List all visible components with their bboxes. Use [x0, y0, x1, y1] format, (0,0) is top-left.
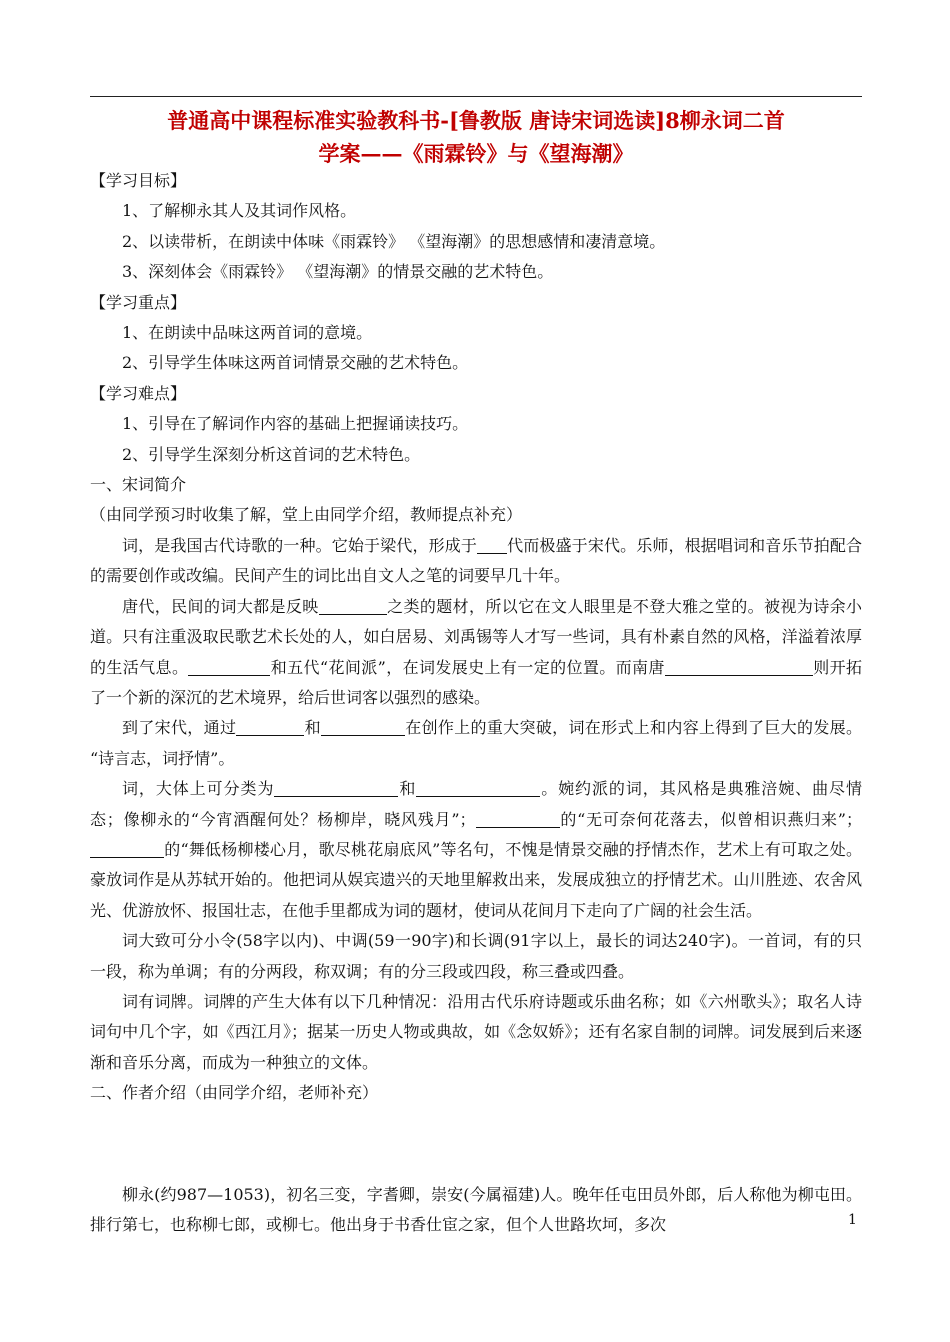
fill-blank[interactable] [477, 534, 507, 554]
section-1-note: （由同学预习时收集了解，堂上由同学介绍，教师提点补充） [90, 505, 523, 525]
difficulties-header: 【学习难点】 [90, 383, 187, 403]
difficulty-item: 2、引导学生深刻分析这首词的艺术特色。 [122, 444, 421, 464]
fill-blank[interactable] [476, 808, 560, 828]
paragraph-song-ci: 到了宋代，通过 和 在创作上的重大突破，词在形式上和内容上得到了巨大的发展。 “诗言志，词抒情”。 [90, 718, 862, 768]
page-number: 1 [848, 1212, 857, 1228]
objective-item: 3、深刻体会《雨霖铃》 《望海潮》的情景交融的艺术特色。 [122, 262, 554, 282]
paragraph-author-bio: 柳永(约987—1053)，初名三变，字耆卿，崇安(今属福建)人。晚年任屯田员外郎，后人称他为柳屯田。排行第七，也称柳七郎，或柳七。他出身于书香仕宦之家，但个人世路坎坷，多次 [90, 1184, 862, 1234]
paragraph-ci-origin: 词，是我国古代诗歌的一种。它始于梁代，形成于 代而极盛于宋代。乐师，根据唱词和音乐节拍配合的需要创作或改编。民间产生的词比出自文人之笔的词要早几十年。 [90, 535, 862, 586]
fill-blank[interactable] [319, 595, 387, 615]
title-line-1: 普通高中课程标准实验教科书-[鲁教版 唐诗宋词选读]8柳永词二首 [167, 108, 785, 133]
objective-item: 2、以读带析，在朗读中体味《雨霖铃》 《望海潮》的思想感情和凄清意境。 [122, 231, 666, 251]
section-2-heading: 二、作者介绍（由同学介绍，老师补充） [90, 1083, 379, 1103]
section-1-heading: 一、宋词简介 [90, 475, 187, 495]
paragraph-tang-ci: 唐代，民间的词大都是反映 之类的题材，所以它在文人眼里是不登大雅之堂的。被视为诗余小道。只有注重汲取民歌艺术长处的人，如白居易、刘禹锡等人才写一些词，具有朴素自然的风格，洋溢着浓厚的生活气息。 和五代“花间派”，在词发展史上有一定的位置。而南唐 则开拓了一个新的深沉的艺术境界，给后世词客以强烈的感染。 [90, 596, 862, 707]
fill-blank[interactable] [236, 716, 304, 736]
paragraph-ci-schools: 词，大体上可分类为 和 。婉约派的词，其风格是典雅涪婉、曲尽情态；像柳永的“今宵酒醒何处？杨柳岸，晓风残月”； 的“无可奈何花落去，似曾相识燕归来”；的“舞低杨柳楼心月，歌尽桃花扇底风”等名句，不愧是情景交融的抒情杰作，艺术上有可取之处。豪放词作是从苏轼开始的。他把词从娱宾遗兴的天地里解救出来，发展成独立的抒情艺术。山川胜迹、农舍风光、优游放怀、报国壮志，在他手里都成为词的题材，使词从花间月下走向了广阔的社会生活。 [90, 779, 862, 920]
objectives-header: 【学习目标】 [90, 171, 187, 190]
fill-blank[interactable] [90, 838, 164, 858]
paragraph-ci-length: 词大致可分小令(58字以内)、中调(59一90字)和长调(91字以上，最长的词达240字)。一首词，有的只一段，称为单调；有的分两段，称双调；有的分三段或四段，称三叠或四叠。 [90, 931, 862, 981]
keypoint-item: 1、在朗读中品味这两首词的意境。 [122, 323, 373, 343]
fill-blank[interactable] [274, 777, 398, 797]
keypoints-header: 【学习重点】 [90, 292, 187, 312]
fill-blank[interactable] [416, 777, 540, 797]
document-title [90, 104, 862, 170]
keypoint-item: 2、引导学生体味这两首词情景交融的艺术特色。 [122, 353, 469, 373]
paragraph-cipai: 词有词牌。词牌的产生大体有以下几种情况：沿用古代乐府诗题或乐曲名称；如《六州歌头》；取名人诗词句中几个字，如《西江月》；据某一历史人物或典故，如《念奴娇》；还有名家自制的词牌。词发展到后来逐渐和音乐分离，而成为一种独立的文体。 [90, 991, 862, 1072]
fill-blank[interactable] [188, 656, 270, 676]
document-body [90, 166, 862, 1240]
objective-item: 1、了解柳永其人及其词作风格。 [122, 201, 357, 221]
header-rule [90, 96, 862, 97]
fill-blank[interactable] [321, 716, 405, 736]
difficulty-item: 1、引导在了解词作内容的基础上把握诵读技巧。 [122, 414, 469, 434]
title-line-2: 学案——《雨霖铃》与《望海潮》 [318, 141, 634, 166]
fill-blank[interactable] [665, 656, 813, 676]
